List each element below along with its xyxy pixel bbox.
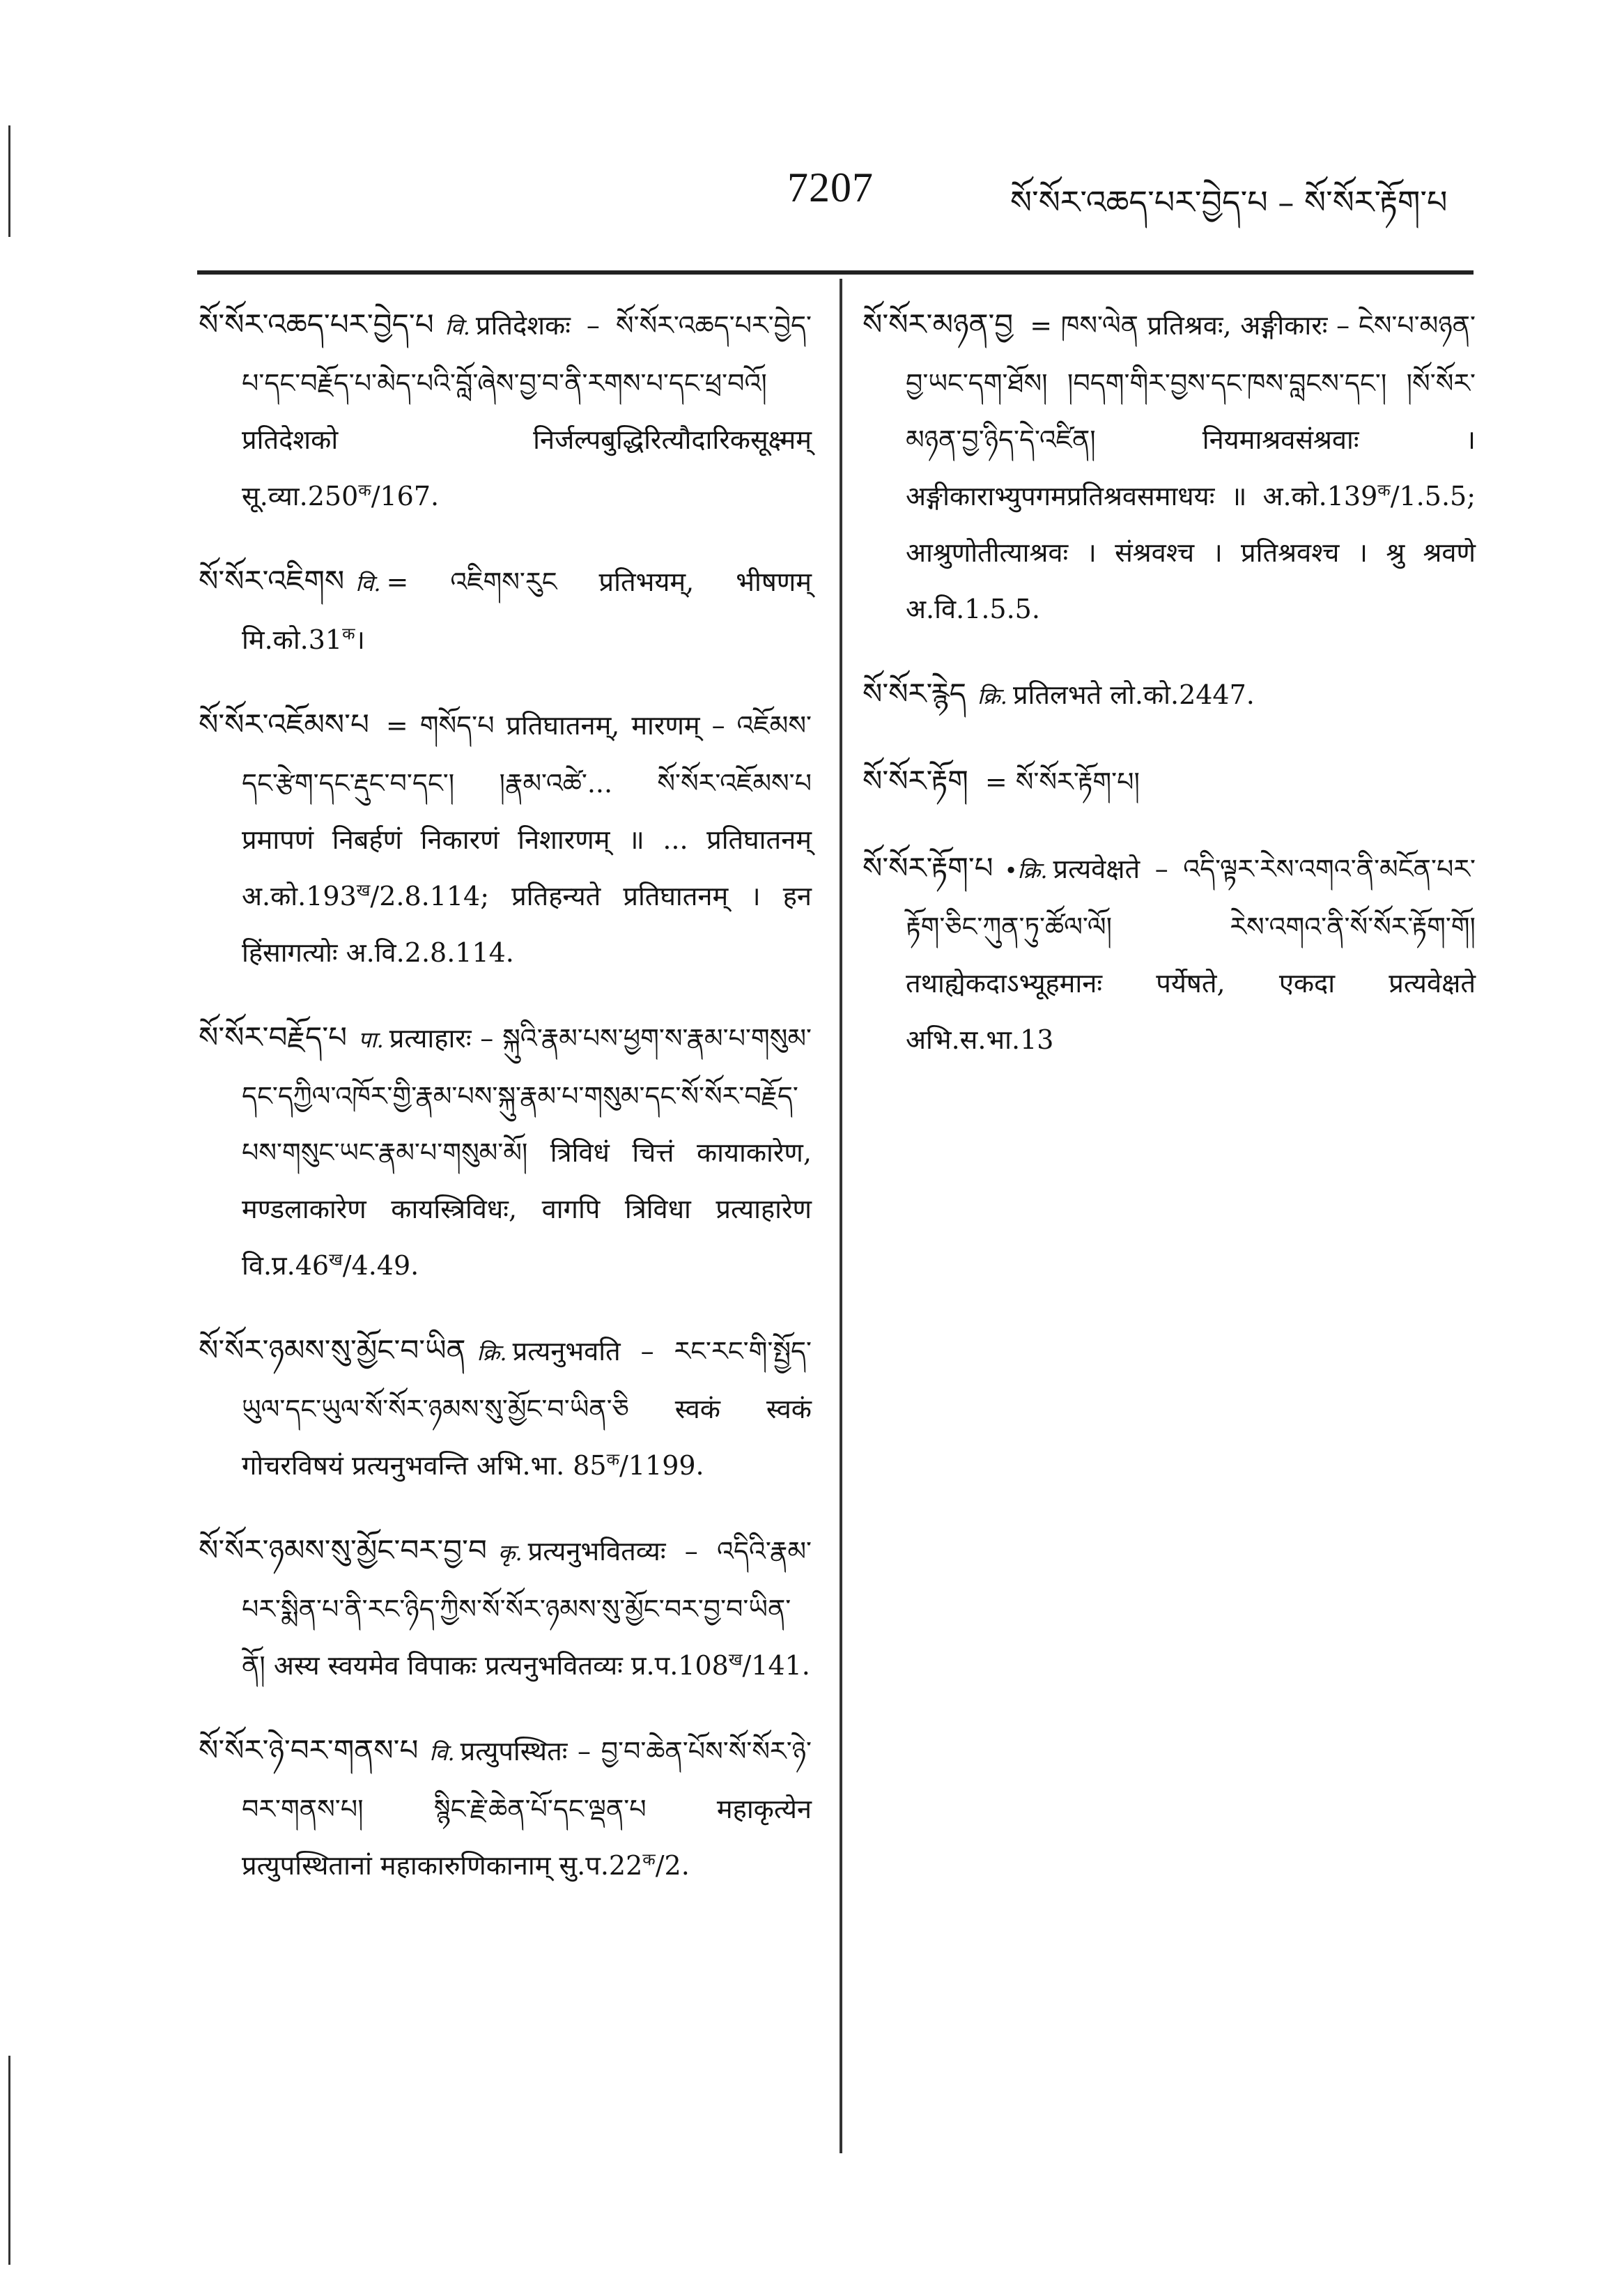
entry-body: प्रत्यवेक्षते – འདི་ལྟར་རེས་འགའ་ནི་མངོན་པར་རྟོག་ཅིང་ཀུན་ཏུ་ཚོལ་ལོ། རེས་འགའ་ནི་སོ་སོར་རྟོག་གོ། तथाह्येकदाऽभ्यूहमानः पर्येषते, एकदा प्रत्यवेक्षते अभि.स.भा.13	[906, 854, 1476, 1055]
entry-tail: /2.8.114; प्रतिहन्यते प्रतिघातनम् । हन हिंसागत्योः अ.वि.2.8.114.	[242, 881, 812, 968]
header-rule	[197, 270, 1474, 275]
entry-grammar: वि.	[355, 570, 381, 597]
entry-tail: /167.	[371, 481, 440, 511]
entry-grammar: वि.	[444, 314, 470, 340]
dictionary-entry	[199, 553, 812, 668]
entry-headword: སོ་སོར་ཉམས་སུ་མྱོང་བར་བྱ་བ	[199, 1533, 487, 1567]
entry-headword: སོ་སོར་འཇིགས	[199, 564, 345, 598]
dictionary-entry	[863, 840, 1476, 1068]
entry-body: प्रत्यनुभवितव्यः – འདིའི་རྣམ་པར་སྨིན་པ་ནི་རང་ཉིད་ཀྱིས་སོ་སོར་ཉམས་སུ་མྱོང་བར་བྱ་བ་ཡིན་ནོ། अस्य स्वयमेव विपाकः प्रत्यनुभवितव्यः प्र.प.108	[242, 1536, 812, 1681]
entry-sup: क	[1377, 480, 1391, 500]
entry-headword: སོ་སོར་འཆད་པར་བྱེད་པ	[199, 307, 434, 341]
dictionary-entry	[199, 1322, 812, 1494]
entry-sup: ख	[728, 1649, 743, 1670]
entry-sup: क	[358, 480, 371, 500]
entry-headword: སོ་སོར་རྟོག་པ	[863, 851, 993, 885]
entry-grammar: पा.	[358, 1026, 384, 1053]
entry-headword: སོ་སོར་རྟོག	[863, 764, 968, 798]
entry-body: प्रतिलभते लो.को.2447.	[1012, 679, 1255, 710]
entry-headword: སོ་སོར་ཉམས་སུ་མྱོང་བ་ཡིན	[199, 1333, 466, 1367]
entry-headword: སོ་སོར་མཉན་བྱ	[863, 307, 1014, 341]
entry-grammar: वि.	[429, 1739, 455, 1766]
column-divider	[840, 279, 842, 2153]
dictionary-entry	[863, 753, 1476, 812]
dictionary-entry	[199, 1522, 812, 1694]
scan-edge-mark	[8, 2056, 10, 2265]
running-head: སོ་སོར་འཆད་པར་བྱེད་པ – སོ་སོར་རྟོག་པ	[1010, 183, 1448, 221]
dictionary-entry	[199, 1009, 812, 1294]
entry-body: = གསོད་པ प्रतिघातनम्, मारणम् – འཇོམས་དང་རྩེག་དང་རྡུང་བ་དང་། །རྣམ་འཚེ་... སོ་སོར་འཇོམས་པ प्रमापणं निबर्हणं निकारणं निशारणम् ॥ ... प्रतिघातनम् अ.को.193	[242, 710, 812, 911]
scan-edge-mark	[8, 125, 10, 237]
entry-sup: क	[342, 624, 355, 644]
entry-sup: ख	[329, 1249, 343, 1270]
entry-tail: /2.	[655, 1850, 690, 1881]
entry-sup: ख	[356, 880, 371, 900]
dictionary-entry	[199, 696, 812, 981]
entry-tail: /141.	[742, 1650, 810, 1681]
entry-sup: क	[606, 1449, 620, 1470]
entry-headword: སོ་སོར་བརྗོད་པ	[199, 1020, 348, 1054]
entry-headword: སོ་སོར་ཉེ་བར་གནས་པ	[199, 1733, 419, 1767]
entry-headword: སོ་སོར་འཇོམས་པ	[199, 707, 369, 741]
entry-tail: /1.5.5; आश्रुणोतीत्याश्रवः । संश्रवश्च । प्रतिश्रवश्च । श्रु श्रवणे अ.वि.1.5.5.	[906, 481, 1476, 624]
entry-grammar: क्रि.	[977, 683, 1007, 709]
entry-tail: /4.49.	[342, 1250, 419, 1281]
right-column	[863, 296, 1476, 1096]
dictionary-entry	[863, 296, 1476, 638]
entry-body: प्रतिदेशकः – སོ་སོར་འཆད་པར་བྱེད་པ་དང་བརྗོད་པ་མེད་པའི་བློ་ཞེས་བྱ་བ་ནི་རགས་པ་དང་ཕྲ་བའོ། प्रतिदेशको निर्जल्पबुद्धिरित्यौदारिकसूक्ष्मम् सू.व्या.250	[242, 310, 812, 511]
entry-body: = སོ་སོར་རྟོག་པ།	[984, 767, 1140, 797]
page-number: 7207	[787, 164, 874, 210]
entry-headword: སོ་སོར་རྙེད	[863, 677, 966, 711]
entry-body: = འཇིགས་རུང प्रतिभयम्, भीषणम् मि.को.31	[242, 567, 812, 655]
left-column	[199, 296, 812, 1922]
dictionary-entry	[199, 1722, 812, 1894]
entry-grammar: कृ.	[497, 1539, 523, 1566]
entry-body: = ཁས་ལེན प्रतिश्रवः, अङ्गीकारः – ངེས་པ་མཉན་བྱ་ཡང་དག་ཐོས། །བདག་གིར་བྱས་དང་ཁས་བླངས་དང་། །སོ་སོར་མཉན་བྱ་ཉིད་དེ་འཛིན། नियमाश्रवसंश्रवाः । अङ्गीकाराभ्युपगमप्रतिश्रवसमाधयः ॥ अ.को.139	[906, 310, 1476, 511]
dictionary-entry	[199, 296, 812, 525]
entry-grammar: क्रि.	[477, 1339, 507, 1366]
entry-tail: /1199.	[619, 1450, 704, 1481]
dictionary-entry	[863, 665, 1476, 725]
entry-sup: क	[642, 1849, 656, 1870]
entry-grammar: •क्रि.	[1004, 857, 1048, 884]
entry-body: प्रत्यनुभवति – རང་རང་གི་སྤྱོད་ཡུལ་དང་ཡུལ་སོ་སོར་ཉམས་སུ་མྱོང་བ་ཡིན་ཅི स्वकं स्वकं गोचरविषयं प्रत्यनुभवन्ति अभि.भा. 85	[242, 1336, 812, 1481]
entry-tail: ।	[355, 624, 365, 655]
entry-body: प्रत्युपस्थितः – བྱ་བ་ཆེན་པོས་སོ་སོར་ཉེ་བར་གནས་པ། སྙིང་རྗེ་ཆེན་པོ་དང་ལྡན་པ महाकृत्येन प्रत्युपस्थितानां महाकारुणिकानाम् सु.प.22	[242, 1736, 812, 1881]
entry-body: प्रत्याहारः – སྐུའི་རྣམ་པས་ཕྱག་ས་རྣམ་པ་གསུམ་དང་དཀྱིལ་འཁོར་གྱི་རྣམ་པས་སྐུ་རྣམ་པ་གསུམ་དང་སོ་སོར་བརྗོད་པས་གསུང་ཡང་རྣམ་པ་གསུམ་མོ། त्रिविधं चित्तं कायाकारेण, मण्डलाकारेण कायस्त्रिविधः, वागपि त्रिविधा प्रत्याहारेण वि.प्र.46	[242, 1023, 812, 1281]
